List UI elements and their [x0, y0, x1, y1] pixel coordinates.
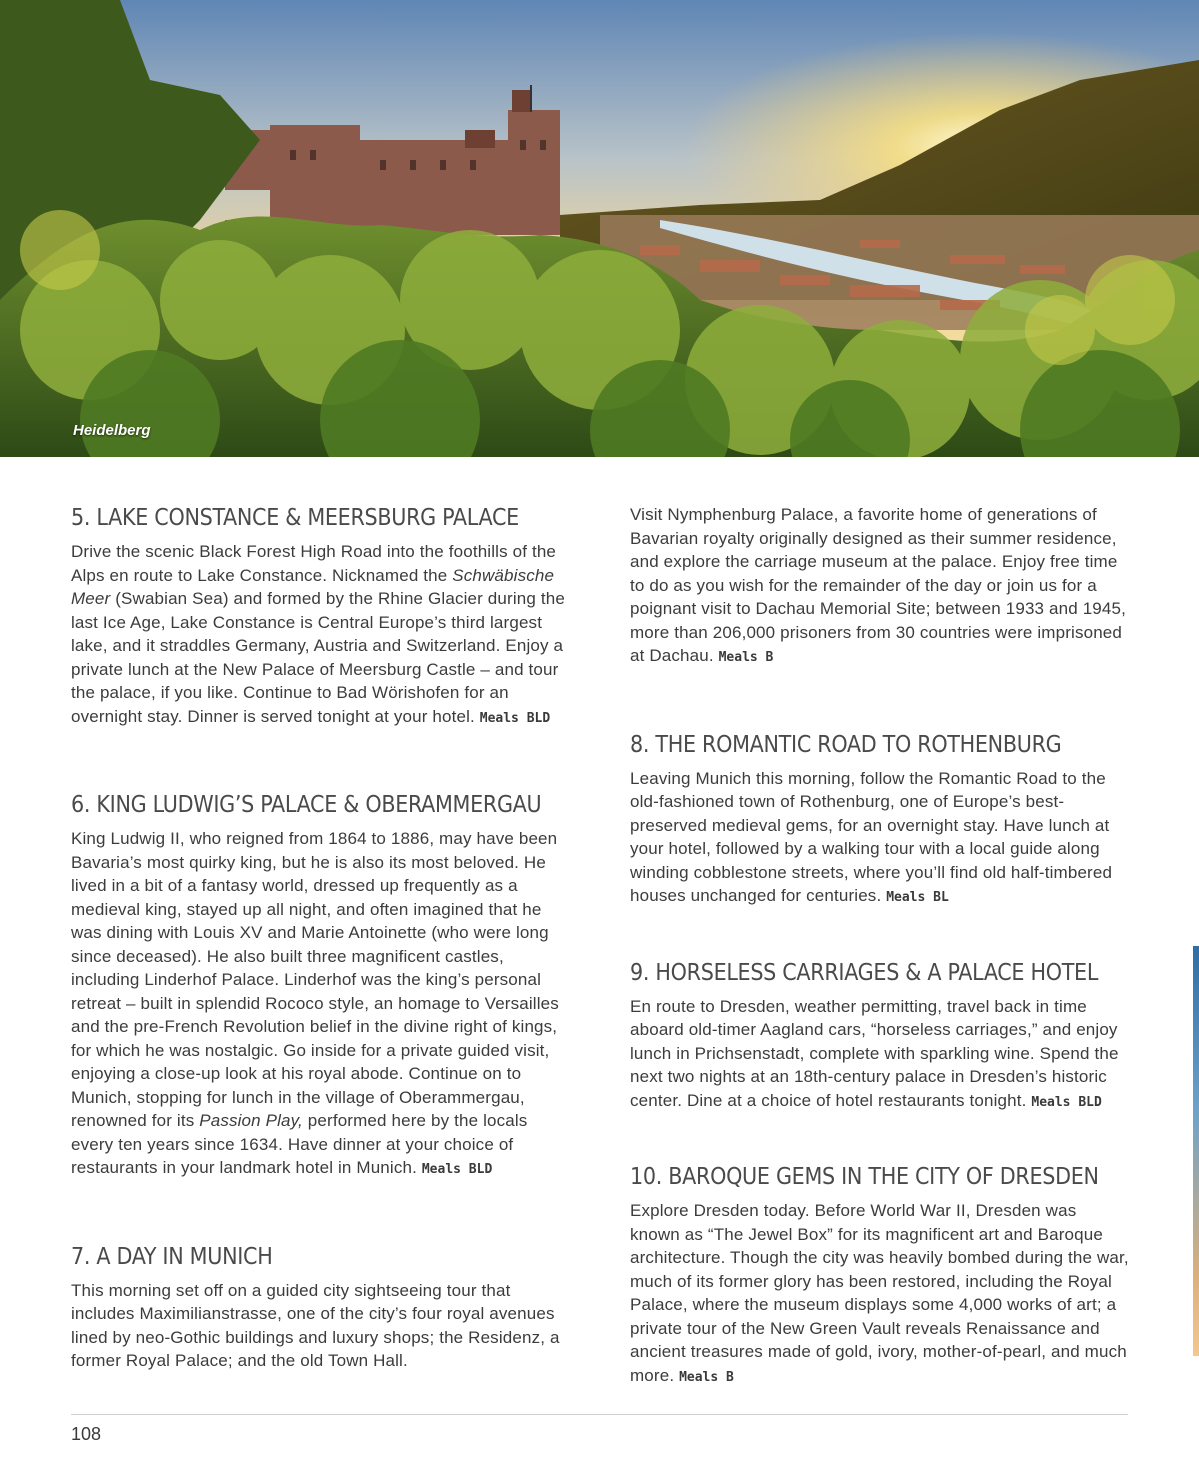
section-body	[630, 503, 1130, 670]
section-heading: 7. A DAY IN MUNICH	[71, 1243, 273, 1270]
page-number: 108	[71, 1424, 102, 1444]
section-body	[71, 540, 571, 730]
section-body	[630, 995, 1130, 1115]
body-italic: Passion Play,	[199, 1111, 303, 1130]
meals-label: Meals B	[679, 1369, 734, 1385]
section-heading: 5. LAKE CONSTANCE & MEERSBURG PALACE	[71, 505, 519, 531]
heidelberg-photo	[0, 0, 1199, 457]
meals-label: Meals BLD	[479, 710, 551, 726]
section-body	[71, 1279, 571, 1373]
section-heading: 6. KING LUDWIG’S PALACE & OBERAMMERGAU	[71, 792, 542, 818]
meals-label: Meals BLD	[421, 1162, 493, 1177]
section-10	[630, 1162, 1130, 1389]
left-column	[71, 503, 571, 1373]
body-text: (Swabian Sea) and formed by the Rhine Glacier during the last Ice Age, Lake Constance is Central Europe’s third largest lake, and it straddles Germany, Austria and Switzerland. Enjoy a private lunch at the New Palace of Meersburg Castle – and tour the palace, if you like. Continue to Bad Wörishofen for an overnight stay. Dinner is served tonight at your hotel.	[71, 589, 565, 726]
section-6	[71, 790, 571, 1182]
section-heading: 10. BAROQUE GEMS IN THE CITY OF DRESDEN	[630, 1164, 1099, 1190]
section-7	[71, 1242, 571, 1373]
body-text: En route to Dresden, weather permitting, travel back in time aboard old-timer Aagland cars, “horseless carriages,” and enjoy lunch in Prichsenstadt, complete with sparkling wine. Spend the next two nights at an 18th-century palace in Dresden’s historic center. Dine at a choice of hotel restaurants tonight.	[630, 996, 1119, 1110]
section-7-continued	[630, 503, 1130, 670]
section-body	[630, 767, 1130, 910]
section-body	[71, 827, 571, 1182]
section-9	[630, 958, 1130, 1115]
section-8	[630, 730, 1130, 910]
body-text: This morning set off on a guided city sightseeing tour that includes Maximilianstrasse, one of the city’s four royal avenues lined by neo-Gothic buildings and luxury shops; the Residenz, a former Royal Palace; and the old Town Hall.	[71, 1280, 560, 1370]
section-5	[71, 503, 571, 730]
meals-label: Meals BL	[886, 890, 949, 905]
body-text: Drive the scenic Black Forest High Road into the foothills of the Alps en route to Lake Constance. Nicknamed the	[71, 542, 557, 585]
section-heading: 8. THE ROMANTIC ROAD TO ROTHENBURG	[630, 731, 1062, 758]
section-heading: 9. HORSELESS CARRIAGES & A PALACE HOTEL	[630, 959, 1099, 986]
body-text: King Ludwig II, who reigned from 1864 to 1886, may have been Bavaria’s most quirky king, but he is also its most beloved. He lived in a bit of a fantasy world, dressed up frequently as a medieval king, stayed up all night, and often imagined that he was dining with Louis XV and Marie Antoinette (who were long since deceased). He also built three magnificent castles, including Linderhof Palace. Linderhof was the king’s personal retreat – built in splendid Rococo style, an homage to Versailles and the pre-French Revolution belief in the divine right of kings, for which he was nostalgic. Go inside for a private guided visit, enjoying a close-up look at his royal abode. Continue on to Munich, stopping for lunch in the village of Oberammergau, renowned for its	[71, 829, 559, 1130]
photo-caption: Heidelberg	[73, 422, 151, 439]
right-column	[630, 503, 1130, 1389]
body-italic: Schwäbische Meer	[71, 565, 555, 608]
meals-label: Meals B	[718, 650, 774, 665]
meals-label: Meals BLD	[1031, 1094, 1102, 1110]
body-text: Leaving Munich this morning, follow the Romantic Road to the old-fashioned town of Rothenburg, one of Europe’s best-preserved medieval gems, for an overnight stay. Have lunch at your hotel, followed by a walking tour with a local guide along winding cobblestone streets, where you’ll find old half-timbered houses unchanged for centuries.	[630, 768, 1113, 905]
landscape-illustration	[0, 0, 1199, 457]
section-body	[630, 1199, 1130, 1389]
body-text: Visit Nymphenburg Palace, a favorite home of generations of Bavarian royalty originally designed as their summer residence, and explore the carriage museum at the palace. Enjoy free time to do as you wish for the remainder of the day or join us for a poignant visit to Dachau Memorial Site; between 1933 and 1945, more than 206,000 prisoners from 30 countries were imprisoned at Dachau.	[630, 505, 1126, 665]
page-edge-tab	[1193, 946, 1199, 1356]
body-text: performed here by the locals every ten years since 1634. Have dinner at your choice of restaurants in your landmark hotel in Munich.	[71, 1111, 528, 1177]
body-text: Explore Dresden today. Before World War II, Dresden was known as “The Jewel Box” for its magnificent art and Baroque architecture. Though the city was heavily bombed during the war, much of its former glory has been restored, including the Royal Palace, where the museum displays some 4,000 works of art; a private tour of the New Green Vault reveals Renaissance and ancient treasures made of gold, ivory, mother-of-pearl, and much more.	[630, 1201, 1129, 1385]
footer-divider	[71, 1414, 1128, 1415]
